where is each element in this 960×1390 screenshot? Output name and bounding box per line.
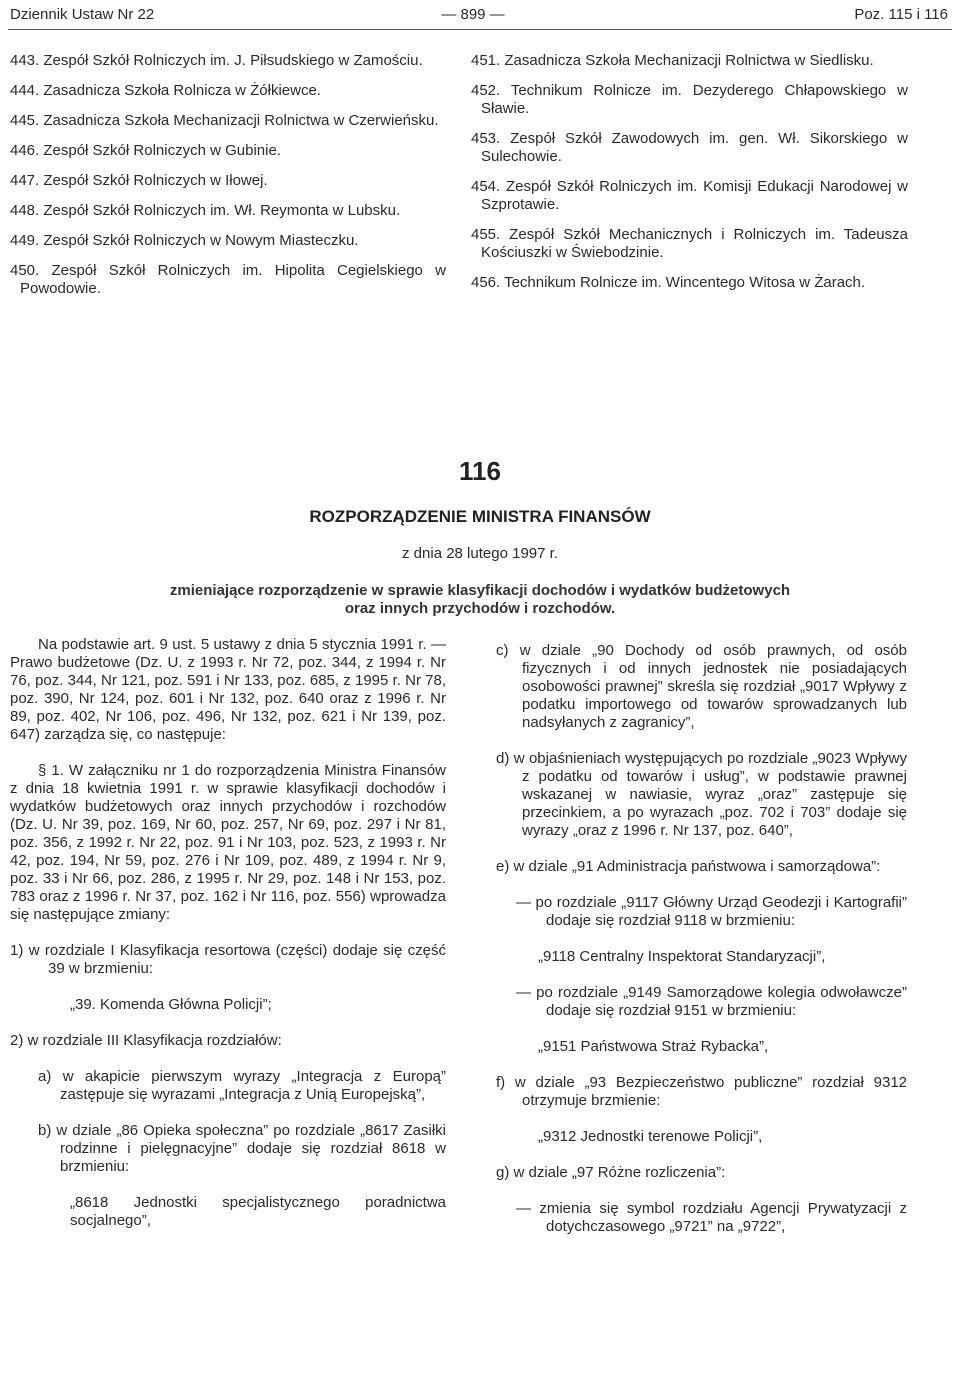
amendment-item-d: d) w objaśnieniach występujących po rozdziale „9023 Wpływy z podatku od towarów i usług”, w podstawie prawnej wskazanej w nawiasie, wyraz „oraz” zastępuje się przecinkiem, a po wyrazach „poz. 702 i 703” dodaje się wyrazy „oraz z 1996 r. Nr 137, poz. 640”, — [496, 750, 907, 839]
preamble: Na podstawie art. 9 ust. 5 ustawy z dnia 5 stycznia 1991 r. — Prawo budżetowe (Dz. U. z 1993 r. Nr 72, poz. 344, z 1994 r. Nr 76, poz. 344, Nr 121, poz. 591 i Nr 133, poz. 685, z 1995 r. Nr 78, poz. 390, Nr 124, poz. 601 i Nr 132, poz. 640 oraz z 1996 r. Nr 89, poz. 402, Nr 106, poz. 496, Nr 132, poz. 621 i Nr 139, poz. 647) zarządza się, co następuje: — [10, 636, 446, 743]
journal-name: Dziennik Ustaw Nr 22 — [10, 6, 155, 23]
amendment-item-e-dash-1: — po rozdziale „9117 Główny Urząd Geodezji i Kartografii” dodaje się rozdział 9118 w brzmieniu: — [516, 894, 907, 929]
amendment-item-c: c) w dziale „90 Dochody od osób prawnych, od osób fizycznych i od innych jednostek nie posiadających osobowości prawnej” skreśla się rozdział „9017 Wpływy z podatku importowego od towarów sprowadzanych lub nadsyłanych z zagranicy”, — [496, 642, 907, 731]
amendment-item-2: 2) w rozdziale III Klasyfikacja rozdziałów: — [10, 1032, 282, 1049]
quote-39: „39. Komenda Główna Policji”; — [70, 996, 272, 1013]
amendment-item-e: e) w dziale „91 Administracja państwowa i samorządowa”: — [496, 858, 881, 875]
running-header — [10, 4, 950, 24]
act-title: ROZPORZĄDZENIE MINISTRA FINANSÓW — [309, 507, 651, 526]
list-item: 455. Zespół Szkół Mechanicznych i Rolniczych im. Tadeusza Kościuszki w Świebodzinie. — [471, 226, 908, 261]
quote-9118: „9118 Centralny Inspektorat Standaryzacji”, — [538, 948, 826, 965]
act-subject-line: zmieniające rozporządzenie w sprawie klasyfikacji dochodów i wydatków budżetowych — [169, 582, 791, 599]
list-item: 446. Zespół Szkół Rolniczych w Gubinie. — [10, 142, 281, 159]
quote-9312: „9312 Jednostki terenowe Policji”, — [538, 1128, 763, 1145]
amendment-item-e-dash-2: — po rozdziale „9149 Samorządowe kolegia odwoławcze” dodaje się rozdział 9151 w brzmieniu: — [516, 984, 907, 1019]
amendment-item-2a: a) w akapicie pierwszym wyrazy „Integracja z Europą” zastępuje się wyrazami „Integracja z Unią Europejską”, — [38, 1068, 446, 1103]
list-item: 450. Zespół Szkół Rolniczych im. Hipolita Cegielskiego w Powodowie. — [10, 262, 446, 297]
school-list-left — [10, 52, 446, 298]
quote-8618: „8618 Jednostki specjalistycznego poradnictwa socjalnego”, — [70, 1194, 446, 1229]
amendment-item-f: f) w dziale „93 Bezpieczeństwo publiczne” rozdział 9312 otrzymuje brzmienie: — [496, 1074, 907, 1109]
amendment-item-g-dash: — zmienia się symbol rozdziału Agencji Prywatyzacji z dotychczasowego „9721” na „9722”, — [516, 1200, 907, 1235]
quote-9151: „9151 Państwowa Straż Rybacka”, — [538, 1038, 769, 1055]
list-item: 448. Zespół Szkół Rolniczych im. Wł. Reymonta w Lubsku. — [10, 202, 401, 219]
amendment-item-2b: b) w dziale „86 Opieka społeczna” po rozdziale „8617 Zasiłki rodzinne i pielęgnacyjne” dodaje się rozdział 8618 w brzmieniu: — [38, 1122, 446, 1175]
list-item: 447. Zespół Szkół Rolniczych w Iłowej. — [10, 172, 268, 189]
header-rule — [8, 29, 952, 30]
list-item: 456. Technikum Rolnicze im. Wincentego Witosa w Żarach. — [471, 274, 866, 291]
school-list-right — [471, 52, 908, 292]
list-item: 445. Zasadnicza Szkoła Mechanizacji Rolnictwa w Czerwieńsku. — [10, 112, 439, 129]
position-reference: Poz. 115 i 116 — [854, 6, 948, 23]
list-item: 452. Technikum Rolnicze im. Dezyderego Chłapowskiego w Sławie. — [471, 82, 908, 117]
amendment-item-1: 1) w rozdziale I Klasyfikacja resortowa (części) dodaje się część 39 w brzmieniu: — [10, 942, 446, 977]
list-item: 454. Zespół Szkół Rolniczych im. Komisji Edukacji Narodowej w Szprotawie. — [471, 178, 908, 213]
act-subject-line: oraz innych przychodów i rozchodów. — [344, 600, 616, 617]
list-item: 451. Zasadnicza Szkoła Mechanizacji Rolnictwa w Siedlisku. — [471, 52, 874, 69]
list-item: 449. Zespół Szkół Rolniczych w Nowym Miasteczku. — [10, 232, 359, 249]
body-right-column — [496, 642, 907, 1236]
act-subject — [80, 582, 880, 618]
amendment-item-g: g) w dziale „97 Różne rozliczenia”: — [496, 1164, 726, 1181]
act-date: z dnia 28 lutego 1997 r. — [402, 545, 558, 562]
paragraph-1: § 1. W załączniku nr 1 do rozporządzenia Ministra Finansów z dnia 18 kwietnia 1991 r. w sprawie klasyfikacji dochodów i wydatków budżetowych oraz innych przychodów i rozchodów (Dz. U. Nr 39, poz. 169, Nr 60, poz. 257, Nr 69, poz. 297 i Nr 81, poz. 356, z 1992 r. Nr 22, poz. 91 i Nr 103, poz. 523, z 1993 r. Nr 42, poz. 194, Nr 59, poz. 276 i Nr 109, poz. 489, z 1994 r. Nr 9, poz. 33 i Nr 66, poz. 286, z 1995 r. Nr 29, poz. 148 i Nr 153, poz. 783 oraz z 1996 r. Nr 37, poz. 162 i Nr 116, poz. 556) wprowadza się następujące zmiany: — [10, 762, 446, 923]
list-item: 453. Zespół Szkół Zawodowych im. gen. Wł. Sikorskiego w Sulechowie. — [471, 130, 908, 165]
act-number: 116 — [459, 456, 501, 486]
list-item: 444. Zasadnicza Szkoła Rolnicza w Żółkiewce. — [10, 82, 321, 99]
list-item: 443. Zespół Szkół Rolniczych im. J. Piłsudskiego w Zamościu. — [10, 52, 423, 69]
body-left-column — [10, 636, 446, 1230]
page-number: — 899 — — [441, 6, 505, 23]
